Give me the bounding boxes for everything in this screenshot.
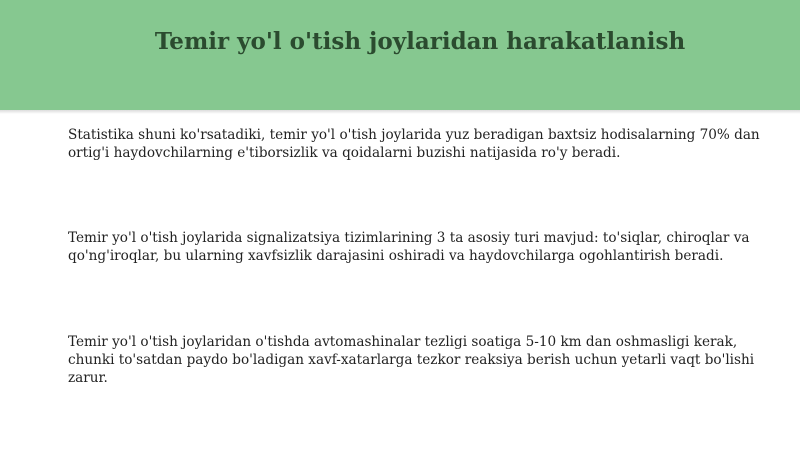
paragraph-speed-limit: Temir yo'l o'tish joylaridan o'tishda avtomashinalar tezligi soatiga 5-10 km dan oshmasligi kerak, chunki to'satdan paydo bo'ladigan xavf-xatarlarga tezkor reaksiya berish uchun yetarli vaqt bo'lishi zarur. bbox=[68, 334, 755, 386]
header-band bbox=[0, 0, 800, 110]
paragraph-signal-systems: Temir yo'l o'tish joylarida signalizatsiya tizimlarining 3 ta asosiy turi mavjud: to'siqlar, chiroqlar va qo'ng'iroqlar, bu ularning xavfsizlik darajasini oshiradi va haydovchilarga ogohlantirish beradi. bbox=[68, 230, 750, 264]
paragraph-statistics: Statistika shuni ko'rsatadiki, temir yo'l o'tish joylarida yuz beradigan baxtsiz hodisalarning 70% dan ortig'i haydovchilarning e'tiborsizlik va qoidalarni buzishi natijasida ro'y beradi. bbox=[68, 127, 760, 161]
slide-title: Temir yo'l o'tish joylaridan harakatlanish bbox=[154, 28, 686, 55]
header-shadow bbox=[0, 110, 800, 114]
